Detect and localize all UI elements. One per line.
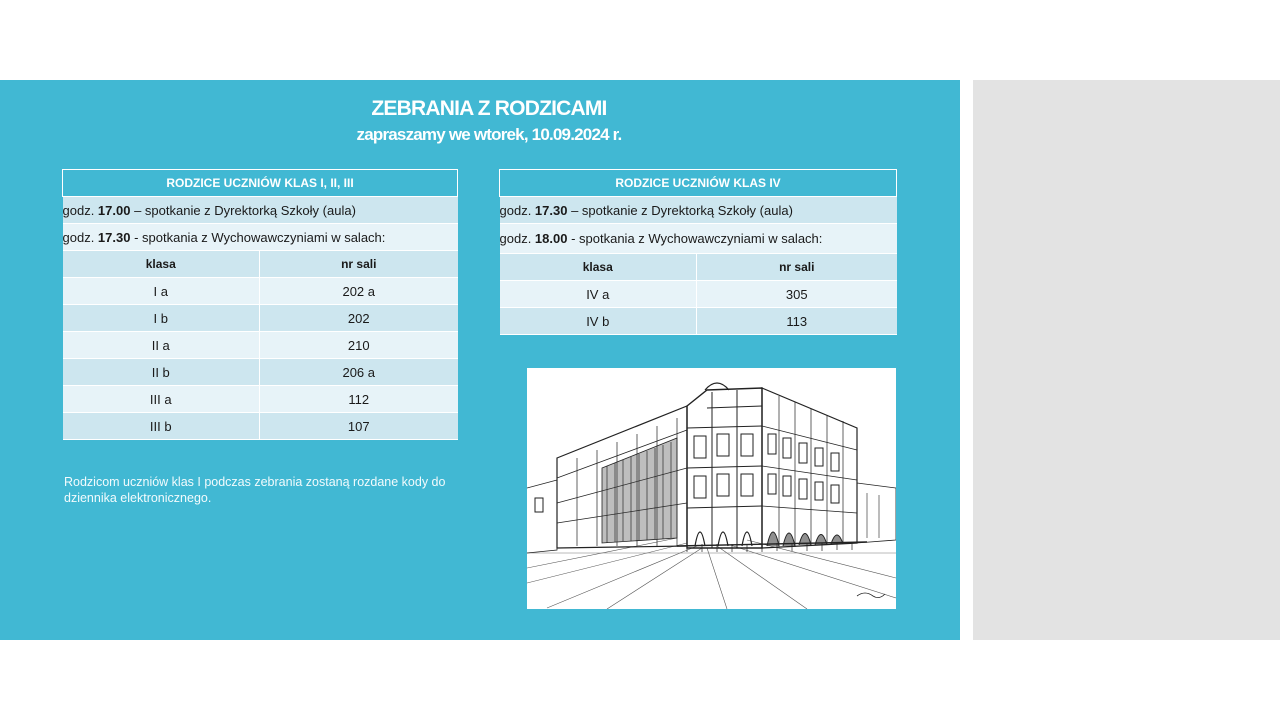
info-row-director: godz. 17.30 – spotkanie z Dyrektorką Szkoły (aula): [500, 197, 897, 224]
table-header: RODZICE UCZNIÓW KLAS I, II, III: [63, 170, 458, 197]
info-row-teachers: godz. 17.30 - spotkania z Wychowawczyniami w salach:: [63, 224, 458, 251]
note-text: Rodzicom uczniów klas I podczas zebrania zostaną rozdane kody do dziennika elektronicznego.: [64, 475, 446, 505]
class-cell: III a: [63, 386, 260, 413]
side-panel: [973, 80, 1280, 640]
table-header: RODZICE UCZNIÓW KLAS IV: [500, 170, 897, 197]
class-cell: IV a: [500, 281, 697, 308]
room-cell: 305: [697, 281, 897, 308]
room-cell: 206 a: [260, 359, 458, 386]
room-cell: 210: [260, 332, 458, 359]
table-row: [63, 278, 458, 305]
schedule-table-class-4: [499, 169, 897, 335]
column-header-class: klasa: [63, 251, 260, 278]
column-header-room: nr sali: [260, 251, 458, 278]
column-header-class: klasa: [500, 254, 697, 281]
class-cell: IV b: [500, 308, 697, 335]
room-cell: 202 a: [260, 278, 458, 305]
slide-title: ZEBRANIA Z RODZICAMI: [371, 97, 607, 120]
table-row: [63, 305, 458, 332]
room-cell: 107: [260, 413, 458, 440]
column-header-room: nr sali: [697, 254, 897, 281]
class-cell: I a: [63, 278, 260, 305]
class-cell: II a: [63, 332, 260, 359]
room-cell: 112: [260, 386, 458, 413]
info-row-director: godz. 17.00 – spotkanie z Dyrektorką Szkoły (aula): [63, 197, 458, 224]
room-cell: 202: [260, 305, 458, 332]
table-row: [63, 386, 458, 413]
class-cell: I b: [63, 305, 260, 332]
class-cell: III b: [63, 413, 260, 440]
table-row: [500, 308, 897, 335]
slide-subtitle: zapraszamy we wtorek, 10.09.2024 r.: [356, 125, 622, 144]
table-row: [63, 332, 458, 359]
info-row-teachers: godz. 18.00 - spotkania z Wychowawczyniami w salach:: [500, 224, 897, 254]
table-row: [63, 413, 458, 440]
room-cell: 113: [697, 308, 897, 335]
school-building-sketch-icon: [527, 368, 896, 609]
table-row: [63, 359, 458, 386]
class-cell: II b: [63, 359, 260, 386]
table-row: [500, 281, 897, 308]
schedule-table-classes-1-3: [62, 169, 458, 440]
